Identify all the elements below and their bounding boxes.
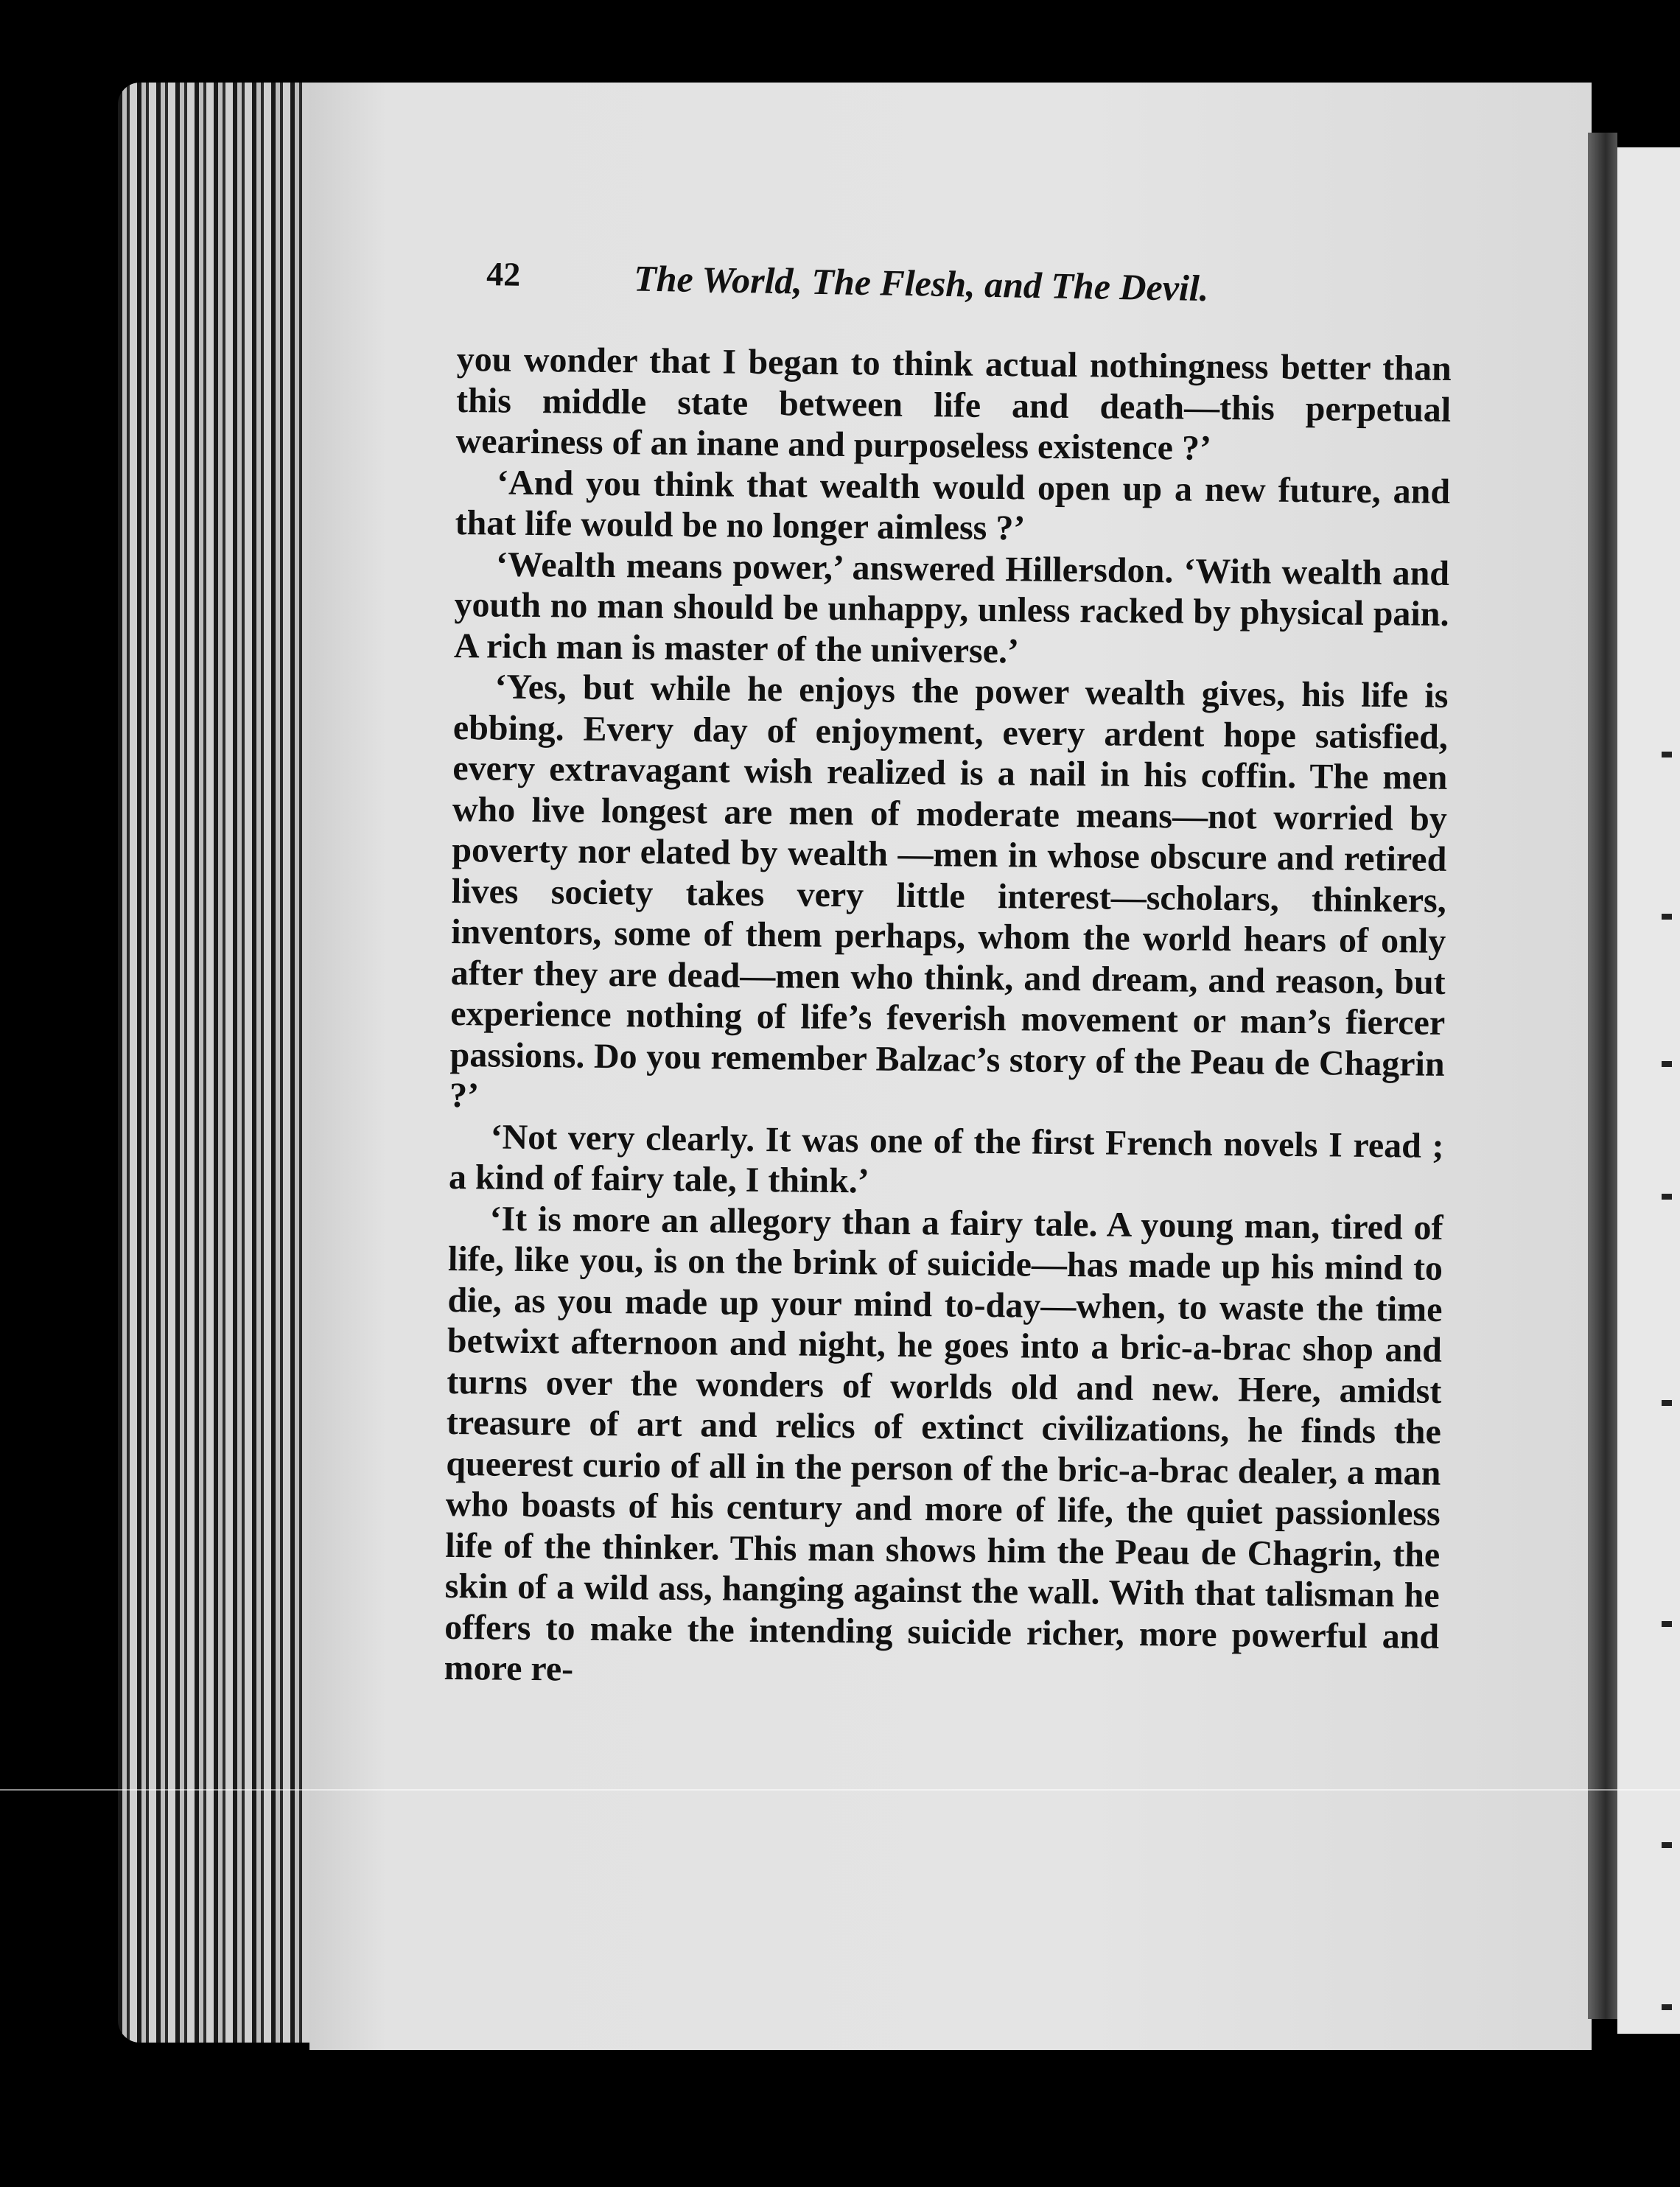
ink-mark	[1662, 1621, 1672, 1627]
book-page-edges	[118, 83, 324, 2043]
ink-mark	[1662, 2004, 1672, 2010]
paragraph: ‘And you think that wealth would open up a new future, and that life would be no longer aimless ?’	[455, 463, 1451, 548]
paragraph: ‘Not very clearly. It was one of the first French novels I read ; a kind of fairy tale, I think.’	[448, 1116, 1444, 1201]
ink-mark	[1662, 914, 1672, 920]
ink-mark	[1662, 1400, 1672, 1406]
body-text	[444, 339, 1452, 1698]
paragraph: ‘Wealth means power,’ answered Hillersdon. ‘With wealth and youth no man should be unhappy, unless racked by physical pain. A rich man is master of the universe.’	[453, 545, 1450, 671]
ink-mark	[1662, 1842, 1672, 1848]
running-header	[486, 247, 1334, 343]
facing-page-edge	[1617, 147, 1680, 2034]
ink-mark	[1662, 1194, 1672, 1200]
paragraph: ‘It is more an allegory than a fairy tale. A young man, tired of life, like you, is on the brink of suicide—has made up his mind to die, as you made up your mind to-day—when, to waste the time betwixt afternoon and night, he goes into a bric-a-brac shop and turns over the wonders of worlds old and new. Here, amidst treasure of art and relics of extinct civilizations, he finds the queerest curio of all in the person of the bric-a-brac dealer, a man who boasts of his century and more of life, the quiet passionless life of the thinker. This man shows him the Peau de Chagrin, the skin of a wild ass, hanging against the wall. With that talisman he offers to make the intending suicide richer, more powerful and more re-	[444, 1198, 1443, 1689]
paragraph: you wonder that I began to think actual nothingness better than this middle state between life and death—this perpetual weariness of an inane and purposeless existence ?’	[455, 339, 1452, 468]
running-title: The World, The Flesh, and The Devil.	[633, 257, 1209, 309]
ink-mark	[1662, 1061, 1672, 1067]
ink-mark	[1662, 752, 1672, 757]
scan-artifact-line	[0, 1789, 1680, 1791]
page-number: 42	[486, 255, 521, 293]
gutter-shadow	[1588, 133, 1617, 2019]
paragraph: ‘Yes, but while he enjoys the power wealth gives, his life is ebbing. Every day of enjoyment, every ardent hope satisfied, every extravagant wish realized is a nail in his coffin. The men who live longest are men of moderate means—not worried by poverty nor elated by wealth —men in whose obscure and retired lives society takes very little interest—scholars, thinkers, inventors, some of them perhaps, whom the world hears of only after they are dead—men who think, and dream, and reason, but experience nothing of life’s feverish movement or man’s fiercer passions. Do you remember Balzac’s story of the Peau de Chagrin ?’	[449, 667, 1449, 1116]
